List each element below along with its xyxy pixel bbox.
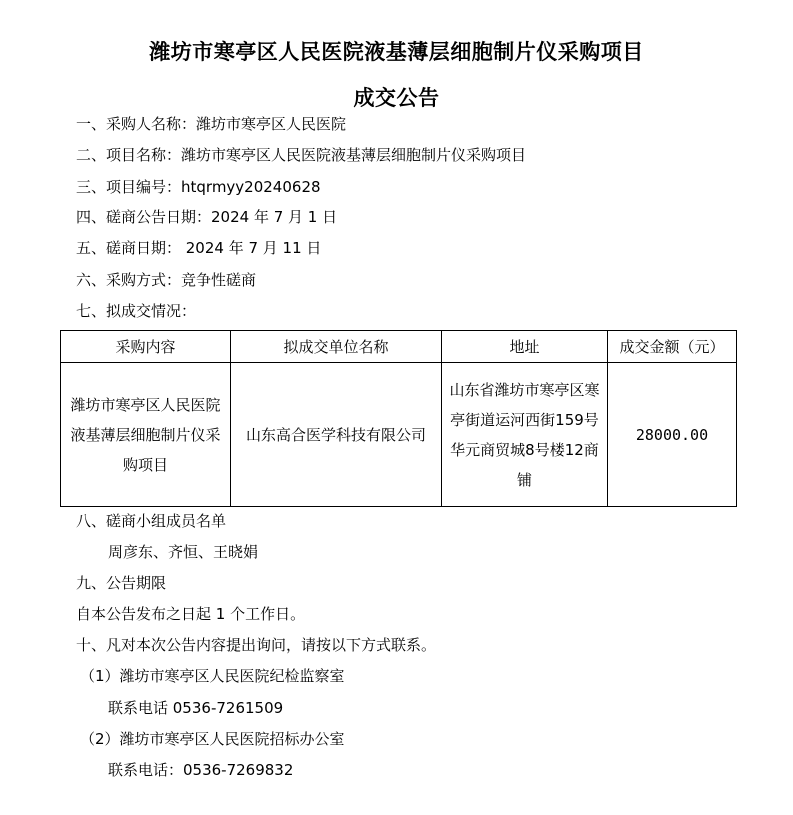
procurement-method-line: 六、采购方式：竞争性磋商 [76,271,257,289]
contact-heading: 十、凡对本次公告内容提出询问，请按以下方式联系。 [76,636,437,654]
panel-heading: 八、磋商小组成员名单 [76,512,227,530]
project-name-line: 二、项目名称：潍坊市寒亭区人民医院液基薄层细胞制片仪采购项目 [76,146,527,164]
page-title: 潍坊市寒亭区人民医院液基薄层细胞制片仪采购项目 [149,39,644,64]
cell-content: 潍坊市寒亭区人民医院液基薄层细胞制片仪采购项目 [61,363,231,507]
cell-amount: 28000.00 [608,363,737,507]
contact-phone-1: 联系电话 0536-7261509 [108,699,284,717]
notice-date-line: 四、磋商公告日期：2024 年 7 月 1 日 [76,208,338,226]
cell-address: 山东省潍坊市寒亭区寒亭街道运河西街159号华元商贸城8号楼12商铺 [442,363,608,507]
panel-members: 周彦东、齐恒、王晓娟 [108,543,259,561]
award-table-header-row [61,331,737,363]
purchaser-line: 一、采购人名称：潍坊市寒亭区人民医院 [76,115,347,133]
period-heading: 九、公告期限 [76,574,167,592]
page-subtitle: 成交公告 [353,85,440,110]
project-number-line: 三、项目编号：htqrmyy20240628 [76,178,321,196]
header-content: 采购内容 [61,331,231,363]
header-supplier: 拟成交单位名称 [231,331,442,363]
negotiation-date-line: 五、磋商日期： 2024 年 7 月 11 日 [76,239,322,257]
header-amount: 成交金额（元） [608,331,737,363]
header-address: 地址 [442,331,608,363]
contact-phone-2: 联系电话：0536-7269832 [108,761,294,779]
contact-office-1: （1）潍坊市寒亭区人民医院纪检监察室 [80,667,345,685]
table-row [61,363,737,507]
contact-office-2: （2）潍坊市寒亭区人民医院招标办公室 [80,730,345,748]
cell-supplier: 山东高合医学科技有限公司 [231,363,442,507]
award-table [60,330,737,507]
period-text: 自本公告发布之日起 1 个工作日。 [76,605,306,623]
award-heading: 七、拟成交情况： [76,302,197,320]
